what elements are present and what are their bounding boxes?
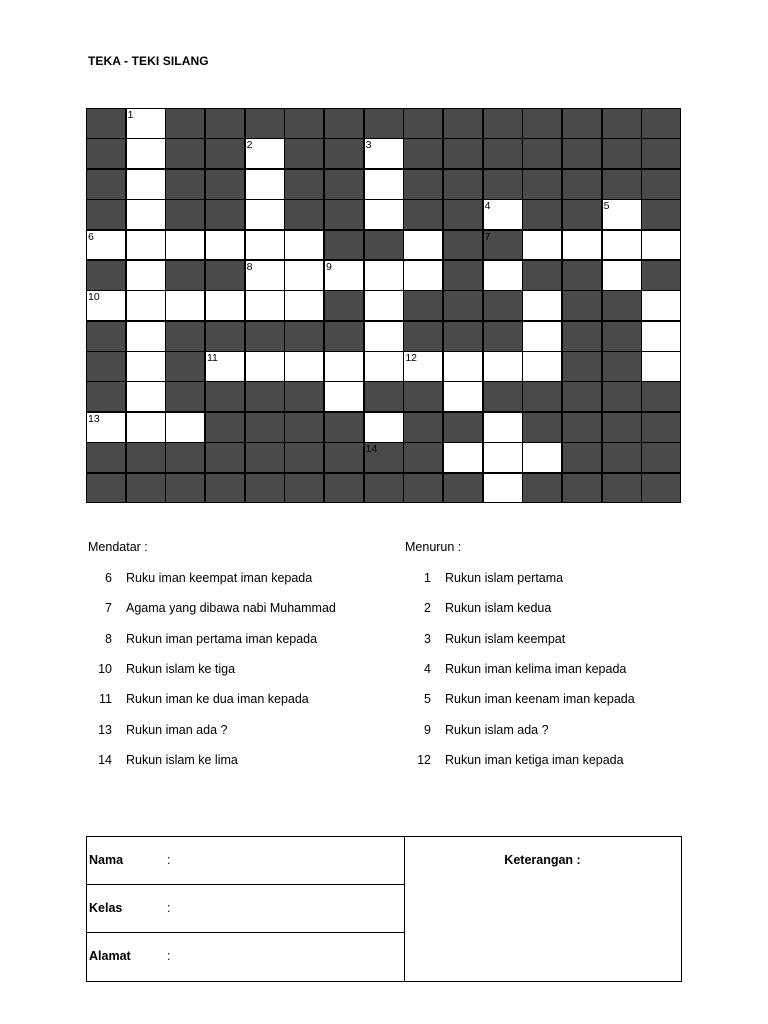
clue-number: 1 xyxy=(127,109,134,121)
answer-cell[interactable] xyxy=(364,169,404,200)
blocked-cell xyxy=(602,138,642,169)
blocked-cell xyxy=(562,442,602,473)
name-row[interactable] xyxy=(87,837,404,885)
answer-cell[interactable] xyxy=(86,412,126,443)
student-fields xyxy=(87,837,405,981)
blocked-cell xyxy=(602,169,642,200)
blocked-cell xyxy=(443,260,483,291)
answer-cell[interactable] xyxy=(522,290,562,321)
blocked-cell xyxy=(86,473,126,504)
clue-number-label: 11 xyxy=(99,692,112,707)
blocked-cell xyxy=(483,169,523,200)
clue-number: 13 xyxy=(88,412,100,425)
blocked-cell xyxy=(602,442,642,473)
blocked-cell xyxy=(522,473,562,504)
keterangan-label: Keterangan : xyxy=(504,853,581,867)
class-label: Kelas xyxy=(89,901,123,915)
blocked-cell xyxy=(403,381,443,412)
clue-number: 7 xyxy=(484,230,491,243)
blocked-cell xyxy=(165,473,205,504)
blocked-cell xyxy=(403,108,443,139)
blocked-cell xyxy=(403,199,443,230)
answer-cell[interactable] xyxy=(245,199,285,230)
answer-cell[interactable] xyxy=(165,230,205,261)
answer-cell[interactable] xyxy=(245,169,285,200)
blocked-cell xyxy=(364,108,404,139)
clue-text: Rukun iman ketiga iman kepada xyxy=(445,752,624,767)
blocked-cell xyxy=(205,442,245,473)
blocked-cell xyxy=(86,351,126,382)
answer-cell[interactable] xyxy=(522,230,562,261)
name-label: Nama xyxy=(89,853,124,867)
answer-cell[interactable] xyxy=(126,290,166,321)
clue-number-label: 4 xyxy=(424,661,431,676)
blocked-cell xyxy=(443,138,483,169)
answer-cell[interactable] xyxy=(602,230,642,261)
clue-number: 8 xyxy=(246,260,253,273)
menurun-heading: Menurun : xyxy=(405,540,462,554)
blocked-cell xyxy=(562,321,602,352)
blocked-cell xyxy=(205,169,245,200)
answer-cell[interactable] xyxy=(483,412,523,443)
blocked-cell xyxy=(483,138,523,169)
blocked-cell xyxy=(86,321,126,352)
answer-cell[interactable] xyxy=(641,351,681,382)
answer-cell[interactable] xyxy=(364,260,404,291)
blocked-cell xyxy=(641,473,681,504)
blocked-cell xyxy=(284,108,324,139)
blocked-cell xyxy=(205,381,245,412)
clue-number: 6 xyxy=(88,230,94,243)
answer-cell[interactable] xyxy=(364,138,404,169)
blocked-cell xyxy=(403,473,443,504)
clue-number-label: 3 xyxy=(424,631,431,646)
answer-cell[interactable] xyxy=(284,351,324,382)
clue-number-label: 10 xyxy=(98,661,112,676)
blocked-cell xyxy=(324,199,364,230)
blocked-cell xyxy=(284,169,324,200)
blocked-cell xyxy=(483,290,523,321)
clue-number: 4 xyxy=(484,200,491,213)
blocked-cell xyxy=(284,321,324,352)
clue-text: Rukun islam keempat xyxy=(445,631,566,646)
blocked-cell xyxy=(324,473,364,504)
blocked-cell xyxy=(165,351,205,382)
blocked-cell xyxy=(483,381,523,412)
class-row[interactable] xyxy=(87,885,404,933)
blocked-cell xyxy=(562,260,602,291)
answer-cell[interactable] xyxy=(602,260,642,291)
answer-cell[interactable] xyxy=(483,442,523,473)
blocked-cell xyxy=(205,321,245,352)
answer-cell[interactable] xyxy=(364,290,404,321)
answer-cell[interactable] xyxy=(443,351,483,382)
blocked-cell xyxy=(86,381,126,412)
answer-cell[interactable] xyxy=(245,351,285,382)
blocked-cell xyxy=(86,260,126,291)
blocked-cell xyxy=(602,412,642,443)
answer-cell[interactable] xyxy=(483,351,523,382)
blocked-cell xyxy=(284,199,324,230)
class-colon: : xyxy=(167,901,171,915)
clue-number-label: 12 xyxy=(417,752,431,767)
blocked-cell xyxy=(403,321,443,352)
answer-cell[interactable] xyxy=(403,351,443,382)
student-info-table xyxy=(86,836,682,982)
clue-text: Rukun iman keenam iman kepada xyxy=(445,692,635,707)
clue-number-label: 13 xyxy=(98,722,112,737)
answer-cell[interactable] xyxy=(126,138,166,169)
blocked-cell xyxy=(483,321,523,352)
answer-cell[interactable] xyxy=(324,381,364,412)
answer-cell[interactable] xyxy=(126,351,166,382)
blocked-cell xyxy=(602,473,642,504)
answer-cell[interactable] xyxy=(165,290,205,321)
blocked-cell xyxy=(602,290,642,321)
blocked-cell xyxy=(443,108,483,139)
blocked-cell xyxy=(324,230,364,261)
answer-cell[interactable] xyxy=(483,473,523,504)
clue-number-label: 9 xyxy=(424,722,431,737)
blocked-cell xyxy=(522,260,562,291)
blocked-cell xyxy=(205,199,245,230)
blocked-cell xyxy=(86,108,126,139)
blocked-cell xyxy=(562,108,602,139)
answer-cell[interactable] xyxy=(483,260,523,291)
blocked-cell xyxy=(245,473,285,504)
clue-number-label: 14 xyxy=(98,752,112,767)
blocked-cell xyxy=(443,412,483,443)
answer-cell[interactable] xyxy=(483,199,523,230)
answer-cell[interactable] xyxy=(522,321,562,352)
answer-cell[interactable] xyxy=(205,290,245,321)
answer-cell[interactable] xyxy=(602,199,642,230)
blocked-cell xyxy=(245,381,285,412)
blocked-cell xyxy=(324,321,364,352)
blocked-cell xyxy=(165,199,205,230)
answer-cell[interactable] xyxy=(324,351,364,382)
blocked-cell xyxy=(284,442,324,473)
clue-text: Rukun iman ada ? xyxy=(126,722,228,737)
blocked-cell xyxy=(522,412,562,443)
blocked-cell xyxy=(364,442,404,473)
answer-cell[interactable] xyxy=(126,108,166,139)
answer-cell[interactable] xyxy=(641,321,681,352)
blocked-cell xyxy=(284,412,324,443)
blocked-cell xyxy=(602,321,642,352)
blocked-cell xyxy=(245,412,285,443)
clue-number: 12 xyxy=(405,352,418,365)
clue-number-label: 2 xyxy=(424,601,431,616)
clue-number-label: 6 xyxy=(105,571,112,585)
blocked-cell xyxy=(205,473,245,504)
blocked-cell xyxy=(284,381,324,412)
clue-text: Ruku iman keempat iman kepada xyxy=(126,571,313,585)
clue-text: Rukun islam kedua xyxy=(445,601,552,616)
blocked-cell xyxy=(324,442,364,473)
blocked-cell xyxy=(483,230,523,261)
blocked-cell xyxy=(126,442,166,473)
blocked-cell xyxy=(602,108,642,139)
blocked-cell xyxy=(205,412,245,443)
blocked-cell xyxy=(443,199,483,230)
blocked-cell xyxy=(364,381,404,412)
answer-cell[interactable] xyxy=(403,260,443,291)
answer-cell[interactable] xyxy=(284,290,324,321)
blocked-cell xyxy=(562,381,602,412)
clue-number: 10 xyxy=(88,291,100,304)
answer-cell[interactable] xyxy=(443,442,483,473)
mendatar-heading: Mendatar : xyxy=(88,540,148,554)
address-colon: : xyxy=(167,949,171,963)
blocked-cell xyxy=(324,108,364,139)
answer-cell[interactable] xyxy=(364,351,404,382)
blocked-cell xyxy=(641,199,681,230)
answer-cell[interactable] xyxy=(165,412,205,443)
blocked-cell xyxy=(403,412,443,443)
blocked-cell xyxy=(641,442,681,473)
blocked-cell xyxy=(562,290,602,321)
blocked-cell xyxy=(86,138,126,169)
answer-cell[interactable] xyxy=(245,138,285,169)
blocked-cell xyxy=(126,473,166,504)
blocked-cell xyxy=(641,412,681,443)
clue-text: Rukun iman kelima iman kepada xyxy=(445,661,627,676)
page-title: TEKA - TEKI SILANG xyxy=(88,54,209,68)
blocked-cell xyxy=(205,138,245,169)
answer-cell[interactable] xyxy=(86,290,126,321)
answer-cell[interactable] xyxy=(443,381,483,412)
answer-cell[interactable] xyxy=(364,321,404,352)
blocked-cell xyxy=(364,230,404,261)
clue-text: Rukun islam ke lima xyxy=(126,752,238,767)
answer-cell[interactable] xyxy=(126,412,166,443)
blocked-cell xyxy=(443,230,483,261)
blocked-cell xyxy=(324,412,364,443)
answer-cell[interactable] xyxy=(522,351,562,382)
answer-cell[interactable] xyxy=(562,230,602,261)
blocked-cell xyxy=(86,442,126,473)
clue-number-label: 8 xyxy=(105,631,112,646)
clue-number: 14 xyxy=(365,443,378,456)
blocked-cell xyxy=(324,290,364,321)
blocked-cell xyxy=(443,473,483,504)
blocked-cell xyxy=(641,260,681,291)
answer-cell[interactable] xyxy=(284,230,324,261)
clue-text: Rukun islam ke tiga xyxy=(126,661,236,676)
blocked-cell xyxy=(562,351,602,382)
blocked-cell xyxy=(403,442,443,473)
clue-number: 3 xyxy=(365,139,372,152)
blocked-cell xyxy=(522,199,562,230)
blocked-cell xyxy=(562,199,602,230)
answer-cell[interactable] xyxy=(364,412,404,443)
blocked-cell xyxy=(483,108,523,139)
clue-text: Rukun islam pertama xyxy=(445,571,564,585)
clue-number-label: 1 xyxy=(424,571,431,585)
blocked-cell xyxy=(86,169,126,200)
clue-number: 11 xyxy=(207,352,218,365)
blocked-cell xyxy=(364,473,404,504)
blocked-cell xyxy=(205,260,245,291)
clue-text: Rukun iman ke dua iman kepada xyxy=(126,692,309,707)
answer-cell[interactable] xyxy=(364,199,404,230)
blocked-cell xyxy=(403,138,443,169)
blocked-cell xyxy=(602,381,642,412)
clue-text: Agama yang dibawa nabi Muhammad xyxy=(126,601,336,616)
blocked-cell xyxy=(284,138,324,169)
blocked-cell xyxy=(641,381,681,412)
clue-text: Rukun islam ada ? xyxy=(445,722,549,737)
blocked-cell xyxy=(403,169,443,200)
blocked-cell xyxy=(641,169,681,200)
answer-cell[interactable] xyxy=(126,199,166,230)
blocked-cell xyxy=(245,108,285,139)
answer-cell[interactable] xyxy=(205,230,245,261)
blocked-cell xyxy=(443,169,483,200)
blocked-cell xyxy=(324,138,364,169)
blocked-cell xyxy=(602,351,642,382)
blocked-cell xyxy=(562,138,602,169)
blocked-cell xyxy=(165,381,205,412)
answer-cell[interactable] xyxy=(205,351,245,382)
address-row[interactable] xyxy=(87,933,404,981)
blocked-cell xyxy=(205,108,245,139)
answer-cell[interactable] xyxy=(126,381,166,412)
blocked-cell xyxy=(165,442,205,473)
answer-cell[interactable] xyxy=(126,260,166,291)
blocked-cell xyxy=(245,442,285,473)
answer-cell[interactable] xyxy=(641,290,681,321)
answer-cell[interactable] xyxy=(126,230,166,261)
blocked-cell xyxy=(165,108,205,139)
blocked-cell xyxy=(562,169,602,200)
answer-cell[interactable] xyxy=(126,321,166,352)
clue-number-label: 7 xyxy=(105,601,112,616)
blocked-cell xyxy=(245,321,285,352)
blocked-cell xyxy=(522,138,562,169)
blocked-cell xyxy=(522,169,562,200)
answer-cell[interactable] xyxy=(324,260,364,291)
blocked-cell xyxy=(324,169,364,200)
answer-cell[interactable] xyxy=(245,260,285,291)
blocked-cell xyxy=(165,138,205,169)
blocked-cell xyxy=(562,412,602,443)
blocked-cell xyxy=(562,473,602,504)
blocked-cell xyxy=(641,138,681,169)
clue-number: 5 xyxy=(603,200,610,213)
answer-cell[interactable] xyxy=(86,230,126,261)
answer-cell[interactable] xyxy=(522,442,562,473)
answer-cell[interactable] xyxy=(245,290,285,321)
blocked-cell xyxy=(403,290,443,321)
blocked-cell xyxy=(284,473,324,504)
blocked-cell xyxy=(165,169,205,200)
answer-cell[interactable] xyxy=(126,169,166,200)
blocked-cell xyxy=(165,260,205,291)
clue-text: Rukun iman pertama iman kepada xyxy=(126,631,318,646)
blocked-cell xyxy=(641,108,681,139)
answer-cell[interactable] xyxy=(403,230,443,261)
address-label: Alamat xyxy=(89,949,131,963)
answer-cell[interactable] xyxy=(641,230,681,261)
clue-number: 2 xyxy=(246,139,253,152)
blocked-cell xyxy=(443,290,483,321)
blocked-cell xyxy=(86,199,126,230)
blocked-cell xyxy=(443,321,483,352)
clue-number: 9 xyxy=(326,260,332,273)
blocked-cell xyxy=(522,108,562,139)
name-colon: : xyxy=(167,853,171,867)
blocked-cell xyxy=(522,381,562,412)
answer-cell[interactable] xyxy=(245,230,285,261)
crossword-grid xyxy=(86,108,681,503)
answer-cell[interactable] xyxy=(284,260,324,291)
blocked-cell xyxy=(165,321,205,352)
clue-number-label: 5 xyxy=(424,692,431,707)
